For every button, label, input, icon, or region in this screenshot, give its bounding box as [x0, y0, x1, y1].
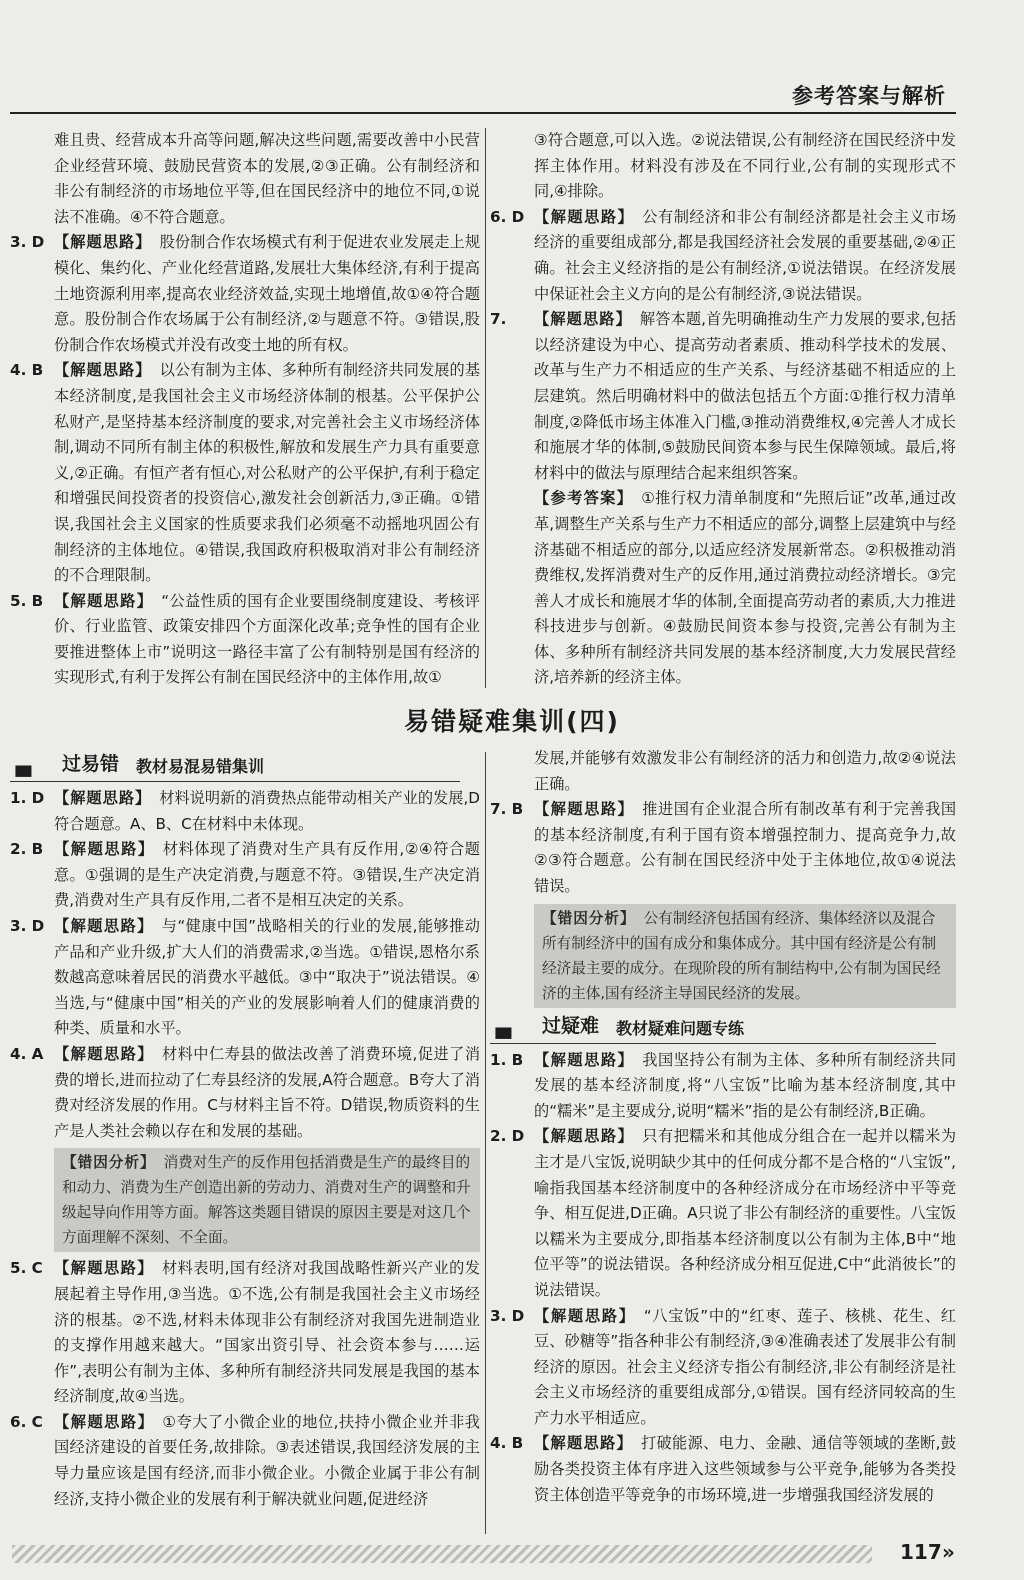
subhead-sub: 教材疑难问题专练 — [616, 1018, 745, 1038]
answer-number: 3. D — [490, 1306, 525, 1325]
error-analysis-text: 公有制经济包括国有经济、集体经济以及混合所有制经济中的国有成分和集体成分。其中国有经济是公有制经济最主要的成分。在现阶段的所有制结构中,公有制为国民经济的主体,国有经济主导国民经济的发展。 — [542, 909, 941, 1002]
answer-item — [10, 128, 480, 230]
answer-text: 难且贵、经营成本升高等问题,解决这些问题,需要改善中小民营企业经营环境、鼓励民营资本的发展,②③正确。公有制经济和非公有制经济的市场地位平等,但在国民经济中的地位不同,①说法不准确。④不符合题意。 — [54, 131, 480, 226]
answer-tag: 【解题思路】 — [54, 1044, 154, 1063]
subhead-rule — [490, 1043, 936, 1044]
answer-number: 4. A — [10, 1044, 44, 1063]
answer-text: 打破能源、电力、金融、通信等领域的垄断,鼓励各类投资主体有序进入这些领域参与公平竞争,能够为各类投资主体创造平等竞争的市场环境,进一步增强我国经济发展的 — [534, 1434, 957, 1504]
answer-item — [490, 1304, 956, 1432]
top-right-column — [490, 128, 956, 691]
bars-icon: ▮▮▮ — [494, 1022, 510, 1041]
answer-number: 5. B — [10, 591, 44, 610]
subhead-sub: 教材易混易错集训 — [136, 757, 265, 776]
header — [10, 72, 956, 114]
answer-number: 3. D — [10, 916, 45, 935]
bars-icon: ▮▮▮ — [14, 761, 30, 779]
footer-band — [12, 1545, 872, 1563]
answer-text: 材料表明,国有经济对我国战略性新兴产业的发展起着主导作用,③当选。①不选,公有制是我国社会主义市场经济的根基。②不选,材料未体现非公有制经济对我国先进制造业的支撑作用越来越大。“国家出资引导、社会资本参与……运作”,表明公有制为主体、多种所有制经济共同发展是我国的基本经济制度,故④当选。 — [54, 1259, 481, 1406]
error-analysis-tag: 【错因分析】 — [542, 909, 636, 927]
answer-item — [490, 1124, 956, 1303]
answer-text: 我国坚持公有制为主体、多种所有制经济共同发展的基本经济制度,将“八宝饭”比喻为基本经济制度,其中的“糯米”是主要成分,说明“糯米”指的是公有制经济,B正确。 — [534, 1050, 957, 1120]
answer-tag: 【解题思路】 — [54, 233, 152, 252]
bottom-right-column — [490, 746, 956, 1508]
answer-number: 5. C — [10, 1259, 43, 1278]
answer-text: 股份制合作农场模式有利于促进农业发展走上规模化、集约化、产业化经营道路,发展壮大集体经济,有利于提高土地资源利用率,提高农业经济效益,实现土地增值,故①④符合题意。股份制合作农场属于公有制经济,②与题意不符。③错误,股份制合作农场模式并没有改变土地的所有权。 — [54, 233, 481, 354]
answer-tag: 【解题思路】 — [54, 1259, 154, 1278]
error-analysis-box — [54, 1148, 480, 1252]
answer-tag: 【解题思路】 — [534, 800, 635, 819]
answer-item — [490, 797, 956, 899]
subhead-hard-questions — [490, 1014, 956, 1044]
answer-item — [10, 589, 480, 691]
answer-tag: 【解题思路】 — [54, 361, 152, 380]
answer-item — [10, 837, 480, 914]
answer-item — [490, 128, 956, 205]
answer-item — [490, 486, 956, 691]
bottom-left-column — [10, 752, 480, 1512]
answer-text: 解答本题,首先明确推动生产力发展的要求,包括以经济建设为中心、提高劳动者素质、推动科学技术的发展、改革与生产力不相适应的生产关系、与经济基础不相适应的上层建筑。然后明确材料中的做法包括五个方面:①推行权力清单制度,②降低市场主体准入门槛,③推动消费维权,④完善人才成长和施展才华的体制,⑤鼓励民间资本参与民生保障领域。最后,将材料中的做法与原理结合起来组织答案。 — [534, 310, 957, 482]
subhead-main: 过易错 — [62, 753, 120, 775]
error-analysis-box — [534, 904, 956, 1008]
answer-text: ①推行权力清单制度和“先照后证”改革,通过改革,调整生产关系与生产力不相适应的部分,调整上层建筑中与经济基础不相适应的部分,以适应经济发展新常态。②积极推动消费维权,发挥消费对生产的反作用,通过消费拉动经济增长。③完善人才成长和施展才华的体制,全面提高劳动者的素质,大力推进科技进步与创新。④鼓励民间资本参与投资,完善公有制为主体、多种所有制经济共同发展的基本经济制度,大力发展民营经济,培养新的经济主体。 — [534, 489, 957, 687]
answer-item — [490, 1048, 956, 1125]
answer-item — [10, 1042, 480, 1144]
section-title: 易错疑难集训(四) — [404, 707, 620, 736]
answer-number: 6. C — [10, 1412, 43, 1431]
answer-number: 7. — [490, 310, 507, 329]
answer-text: ③符合题意,可以入选。②说法错误,公有制经济在国民经济中发挥主体作用。材料没有涉及在不同行业,公有制的实现形式不同,④排除。 — [534, 131, 956, 201]
answer-text: 以公有制为主体、多种所有制经济共同发展的基本经济制度,是我国社会主义市场经济体制的根基。公平保护公私财产,是坚持基本经济制度的要求,对完善社会主义市场经济体制,调动不同所有制主体的积极性,解放和发展生产力具有重要意义,②正确。有恒产者有恒心,对公私财产的公平保护,有利于稳定和增强民间投资者的投资信心,激发社会创新活力,③正确。①错误,我国社会主义国家的性质要求我们必须毫不动摇地巩固公有制经济的主体地位。④错误,我国政府积极取消对非公有制经济的不合理限制。 — [54, 361, 481, 585]
top-left-column — [10, 128, 480, 691]
answer-tag: 【解题思路】 — [54, 789, 152, 807]
page-number: 117 — [900, 1540, 942, 1564]
answer-item — [490, 205, 956, 307]
answer-number: 4. B — [490, 1434, 524, 1453]
answer-item — [10, 358, 480, 588]
answer-tag: 【解题思路】 — [534, 1434, 634, 1453]
answer-tag: 【参考答案】 — [534, 489, 634, 508]
answer-tag: 【解题思路】 — [54, 840, 155, 859]
answer-item — [10, 230, 480, 358]
subhead-easy-mistakes — [10, 752, 480, 782]
answer-item — [10, 914, 480, 1042]
error-analysis-tag: 【错因分析】 — [62, 1154, 156, 1172]
answer-item — [10, 786, 480, 837]
answer-item — [10, 1410, 480, 1512]
answer-tag: 【解题思路】 — [534, 1306, 636, 1325]
next-arrow-icon: » — [942, 1540, 955, 1564]
answer-item — [490, 307, 956, 486]
error-analysis-text: 消费对生产的反作用包括消费是生产的最终目的和动力、消费为生产创造出新的劳动力、消费对生产的调整和升级起导向作用等方面。解答这类题目错误的原因主要是对这几个方面理解不深刻、不全面。 — [62, 1154, 471, 1247]
column-divider-bottom — [485, 752, 486, 1534]
answer-text: 公有制经济和非公有制经济都是社会主义市场经济的重要组成部分,都是我国经济社会发展的重要基础,②④正确。社会主义经济指的是公有制经济,①说法错误。在经济发展中保证社会主义方向的是公有制经济,③说法错误。 — [534, 207, 957, 303]
answer-item — [490, 746, 956, 797]
answer-text: 材料说明新的消费热点能带动相关产业的发展,D符合题意。A、B、C在材料中未体现。 — [54, 789, 480, 833]
answer-tag: 【解题思路】 — [534, 1050, 635, 1069]
answer-text: 只有把糯米和其他成分组合在一起并以糯米为主才是八宝饭,说明缺少其中的任何成分都不是合格的“八宝饭”,喻指我国基本经济制度中的各种经济成分在市场经济中平等竞争、相互促进,D正确。A只说了非公有制经济的重要性。八宝饭以糯米为主要成分,即指基本经济制度以公有制为主体,B中“地位平等”的说法错误。各种经济成分相互促进,C中“此消彼长”的说法错误。 — [534, 1127, 957, 1299]
answer-number: 6. D — [490, 207, 525, 226]
answer-text: 材料体现了消费对生产具有反作用,②④符合题意。①强调的是生产决定消费,与题意不符。③错误,生产决定消费,消费对生产具有反作用,二者不是相互决定的关系。 — [54, 840, 480, 910]
answer-tag: 【解题思路】 — [54, 916, 154, 935]
answer-text: 与“健康中国”战略相关的行业的发展,能够推动产品和产业升级,扩大人们的消费需求,②当选。①错误,恩格尔系数越高意味着居民的消费水平越低。③中“取决于”说法错误。④当选,与“健康中国”相关的产业的发展影响着人们的健康消费的种类、质量和水平。 — [54, 916, 480, 1038]
answer-tag: 【解题思路】 — [54, 591, 154, 610]
answer-number: 3. D — [10, 233, 45, 252]
answer-item — [10, 1256, 480, 1410]
column-divider-top — [485, 128, 486, 688]
answer-text: 材料中仁寿县的做法改善了消费环境,促进了消费的增长,进而拉动了仁寿县经济的发展,A符合题意。B夸大了消费对经济发展的作用。C与材料主旨不符。D错误,物质资料的生产是人类社会赖以存在和发展的基础。 — [54, 1044, 481, 1140]
answer-number: 2. D — [490, 1127, 525, 1146]
answer-number: 2. B — [10, 840, 44, 859]
answer-tag: 【解题思路】 — [534, 1127, 635, 1146]
answer-tag: 【解题思路】 — [54, 1412, 155, 1431]
answer-tag: 【解题思路】 — [534, 207, 635, 226]
answer-text: ①夸大了小微企业的地位,扶持小微企业并非我国经济建设的首要任务,故排除。③表述错误,我国经济发展的主导力量应该是国有经济,而非小微企业。小微企业属于非公有制经济,支持小微企业的发展有利于解决就业问题,促进经济 — [54, 1412, 480, 1508]
answer-text: “公益性质的国有企业要围绕制度建设、考核评价、行业监管、政策安排四个方面深化改革;竞争性的国有企业要推进整体上市”说明这一路径丰富了公有制特别是国有经济的实现形式,有利于发挥公有制在国民经济中的主体作用,故① — [54, 591, 480, 687]
answer-item — [490, 1431, 956, 1508]
subhead-rule — [10, 781, 460, 782]
answer-number: 1. D — [10, 789, 45, 807]
header-title: 参考答案与解析 — [792, 84, 946, 108]
answer-tag: 【解题思路】 — [534, 310, 632, 329]
answer-number: 1. B — [490, 1050, 524, 1069]
answer-text: “八宝饭”中的“红枣、莲子、核桃、花生、红豆、砂糖等”指各种非公有制经济,③④准确表述了发展非公有制经济的原因。社会主义经济专指公有制经济,非公有制经济是社会主义市场经济的重要组成部分,①错误。国有经济同较高的生产力水平相适应。 — [534, 1306, 956, 1427]
answer-text: 发展,并能够有效激发非公有制经济的活力和创造力,故②④说法正确。 — [534, 749, 956, 793]
answer-number: 4. B — [10, 361, 44, 380]
subhead-main: 过疑难 — [542, 1014, 600, 1037]
answer-number: 7. B — [490, 800, 524, 819]
answer-text: 推进国有企业混合所有制改革有利于完善我国的基本经济制度,有利于国有资本增强控制力、提高竞争力,故②③符合题意。公有制在国民经济中处于主体地位,故①④说法错误。 — [534, 800, 957, 895]
